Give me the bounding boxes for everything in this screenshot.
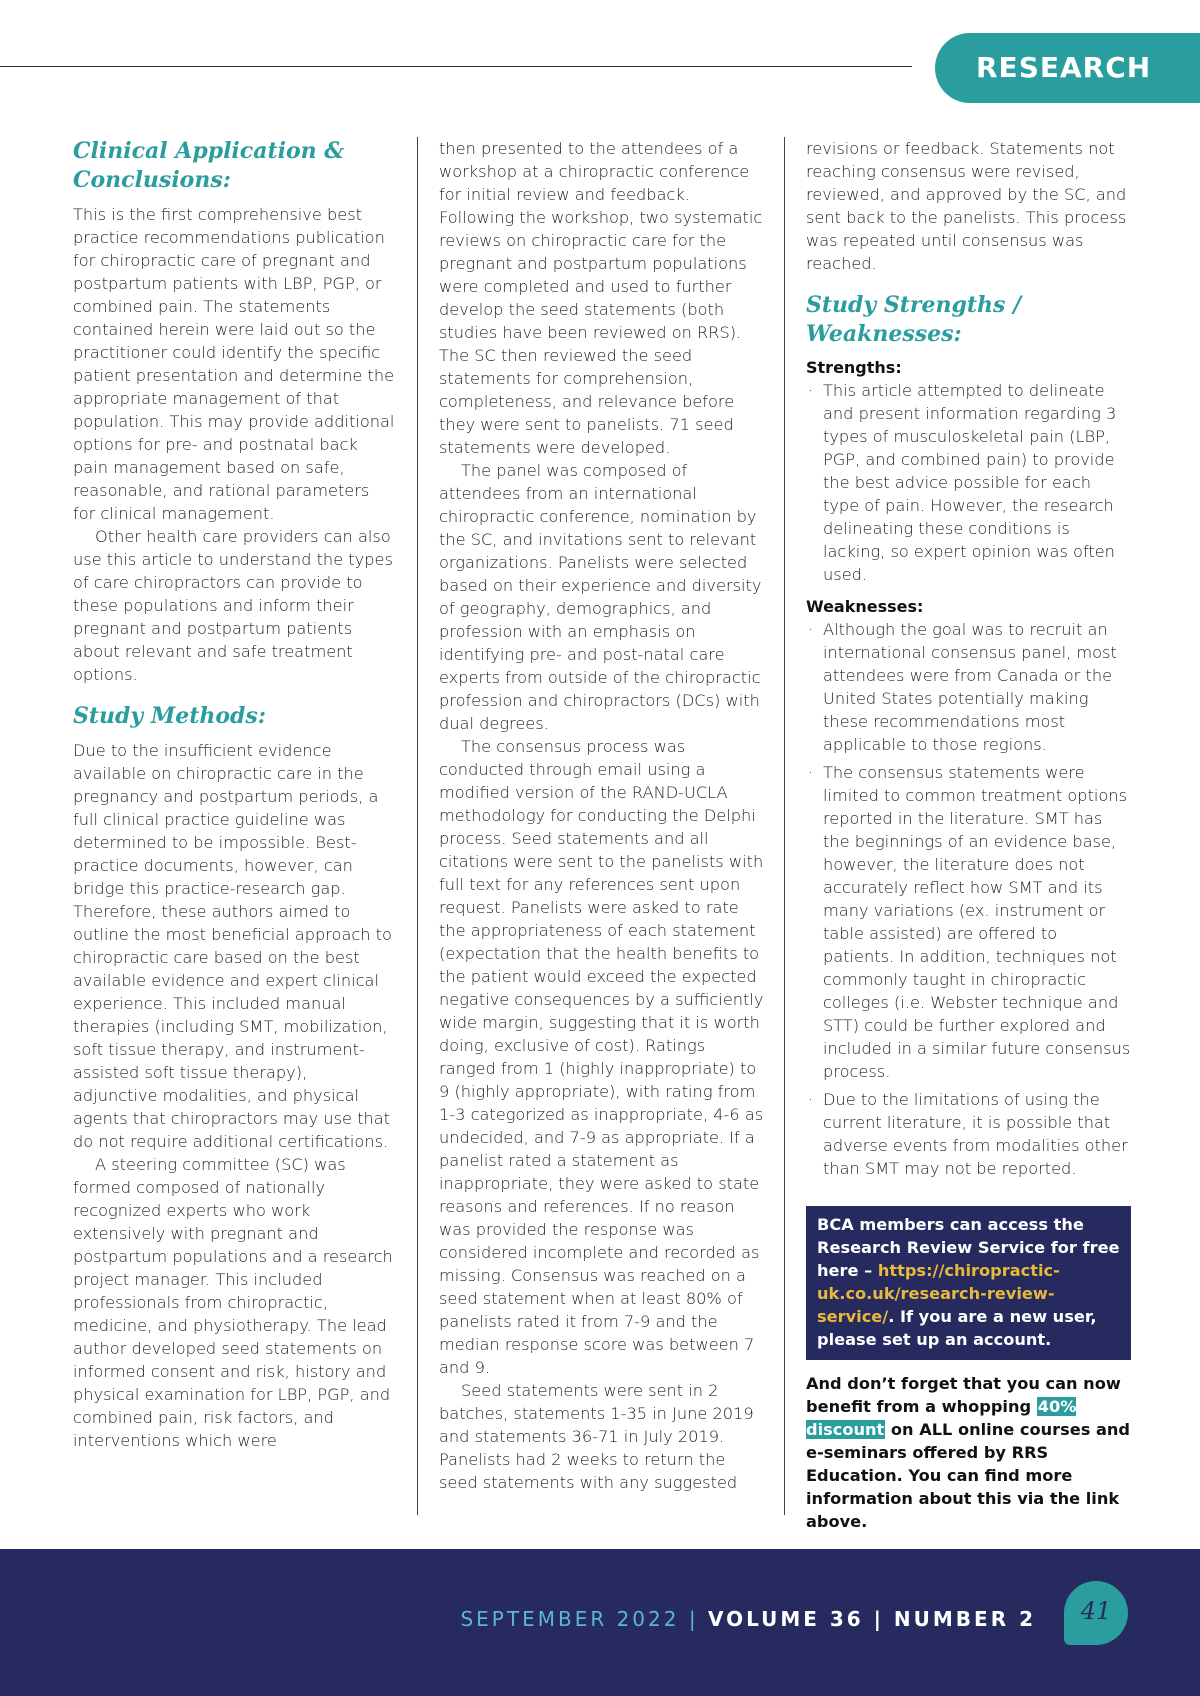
paragraph: The panel was composed of attendees from an international chiropractic conference, nomination by the SC, and invitations sent to relevant organizations. Panelists were selected based on their experience and diversity of geography, demographics, and profession with an emphasis on identifying pre- and post-natal care experts from outside of the chiropractic profession and chiropractors (DCs) with dual degrees. (439, 461, 762, 733)
list-item: · Although the goal was to recruit an international consensus panel, most attendees were from Canada or the United States potentially making these recommendations most applicable to those regions. (806, 618, 1131, 756)
column-2 (439, 137, 767, 1494)
column-divider (417, 137, 418, 1515)
weaknesses-label: Weaknesses: (806, 597, 924, 616)
section-label: RESEARCH (976, 51, 1152, 84)
column-3 (806, 137, 1131, 1533)
page-number-badge (1064, 1581, 1128, 1645)
bca-callout-box (806, 1206, 1131, 1360)
paragraph: revisions or feedback. Statements not reaching consensus were revised, reviewed, and approved by the SC, and sent back to the panelists. This process was repeated until consensus was reached. (806, 139, 1127, 273)
issue-volume: VOLUME 36 | NUMBER 2 (707, 1607, 1036, 1631)
page-number: 41 (1080, 1597, 1112, 1625)
heading-study-methods: Study Methods: (73, 703, 266, 729)
paragraph: Other health care providers can also use this article to understand the types of care chiropractors can provide to these populations and inform their pregnant and postpartum patients about relevant and safe treatment options. (73, 527, 393, 684)
list-item: · The consensus statements were limited to common treatment options reported in the literature. SMT has the beginnings of an evidence base, however, the literature does not accurately reflect how SMT and its many variations (ex. instrument or table assisted) are offered to patients. In addition, techniques not commonly taught in chiropractic colleges (i.e. Webster technique and STT) could be further explored and included in a similar future consensus process. (806, 761, 1131, 1083)
paragraph: A steering committee (SC) was formed composed of nationally recognized experts who work extensively with pregnant and postpartum populations and a research project manager. This included professionals from chiropractic, medicine, and physiotherapy. The lead author developed seed statements on informed consent and risk, history and physical examination for LBP, PGP, and combined pain, risk factors, and interventions which were (73, 1155, 393, 1450)
discount-promo (806, 1372, 1131, 1533)
column-divider (784, 137, 785, 1515)
research-review-link[interactable]: https://chiropractic-uk.co.uk/research-review-service/ (817, 1261, 1060, 1326)
paragraph: Seed statements were sent in 2 batches, statements 1-35 in June 2019 and statements 36-71 in July 2019. Panelists had 2 weeks to return the seed statements with any suggested (439, 1381, 754, 1492)
promo-text: on ALL online courses and e-seminars offered by RRS Education. You can find more information about this via the link above. (806, 1420, 1131, 1531)
paragraph: This is the first comprehensive best practice recommendations publication for chiropractic care of pregnant and postpartum patients with LBP, PGP, or combined pain. The statements contained herein were laid out so the practitioner could identify the specific patient presentation and determine the appropriate management of that population. This may provide additional options for pre- and postnatal back pain management based on safe, reasonable, and rational parameters for clinical management. (73, 205, 395, 523)
list-item: · This article attempted to delineate and present information regarding 3 types of musculoskeletal pain (LBP, PGP, and combined pain) to provide the best advice possible for each type of pain. However, the research delineating these conditions is lacking, so expert opinion was often used. (806, 379, 1131, 586)
strengths-label: Strengths: (806, 358, 902, 377)
list-item: · Due to the limitations of using the current literature, it is possible that adverse events from modalities other than SMT may not be reported. (806, 1088, 1131, 1180)
paragraph: The consensus process was conducted through email using a modified version of the RAND-UCLA methodology for conducting the Delphi process. Seed statements and all citations were sent to the panelists with full text for any references sent upon request. Panelists were asked to rate the appropriateness of each statement (expectation that the health benefits to the patient would exceed the expected negative consequences by a sufficiently wide margin, suggesting that it is worth doing, exclusive of cost). Ratings ranged from 1 (highly inappropriate) to 9 (highly appropriate), with rating from 1-3 categorized as inappropriate, 4-6 as undecided, and 7-9 as appropriate. If a panelist rated a statement as inappropriate, they were asked to state reasons and references. If no reason was provided the response was considered incomplete and recorded as missing. Consensus was reached on a seed statement when at least 80% of panelists rated it from 7-9 and the median response score was between 7 and 9. (439, 737, 764, 1377)
footer-bar (0, 1549, 1200, 1696)
heading-strengths-weaknesses: Study Strengths / Weaknesses: (806, 292, 1022, 347)
header-rule (0, 66, 912, 67)
callout-text: . If you are a new user, please set up an account. (817, 1307, 1097, 1349)
weaknesses-list (806, 618, 1131, 1180)
strengths-list (806, 379, 1131, 586)
issue-info (460, 1607, 1036, 1631)
discount-highlight: 40% discount (806, 1397, 1077, 1439)
paragraph: then presented to the attendees of a workshop at a chiropractic conference for initial review and feedback. Following the workshop, two systematic reviews on chiropractic care for the pregnant and postpartum populations were completed and used to further develop the seed statements (both studies have been reviewed on RRS). The SC then reviewed the seed statements for comprehension, completeness, and relevance before they were sent to panelists. 71 seed statements were developed. (439, 139, 763, 457)
promo-text: And don’t forget that you can now benefit from a whopping (806, 1374, 1121, 1416)
section-tab (935, 33, 1200, 103)
callout-text: BCA members can access the Research Review Service for free here – (817, 1215, 1120, 1280)
heading-clinical-application: Clinical Application & Conclusions: (73, 138, 345, 193)
issue-date: SEPTEMBER 2022 | (460, 1607, 708, 1631)
column-1 (73, 137, 395, 1452)
paragraph: Due to the insufficient evidence available on chiropractic care in the pregnancy and postpartum periods, a full clinical practice guideline was determined to be impossible. Best-practice documents, however, can bridge this practice-research gap. Therefore, these authors aimed to outline the most beneficial approach to chiropractic care based on the best available evidence and expert clinical experience. This included manual therapies (including SMT, mobilization, soft tissue therapy, and instrument-assisted soft tissue therapy), adjunctive modalities, and physical agents that chiropractors may use that do not require additional certifications. (73, 741, 392, 1151)
